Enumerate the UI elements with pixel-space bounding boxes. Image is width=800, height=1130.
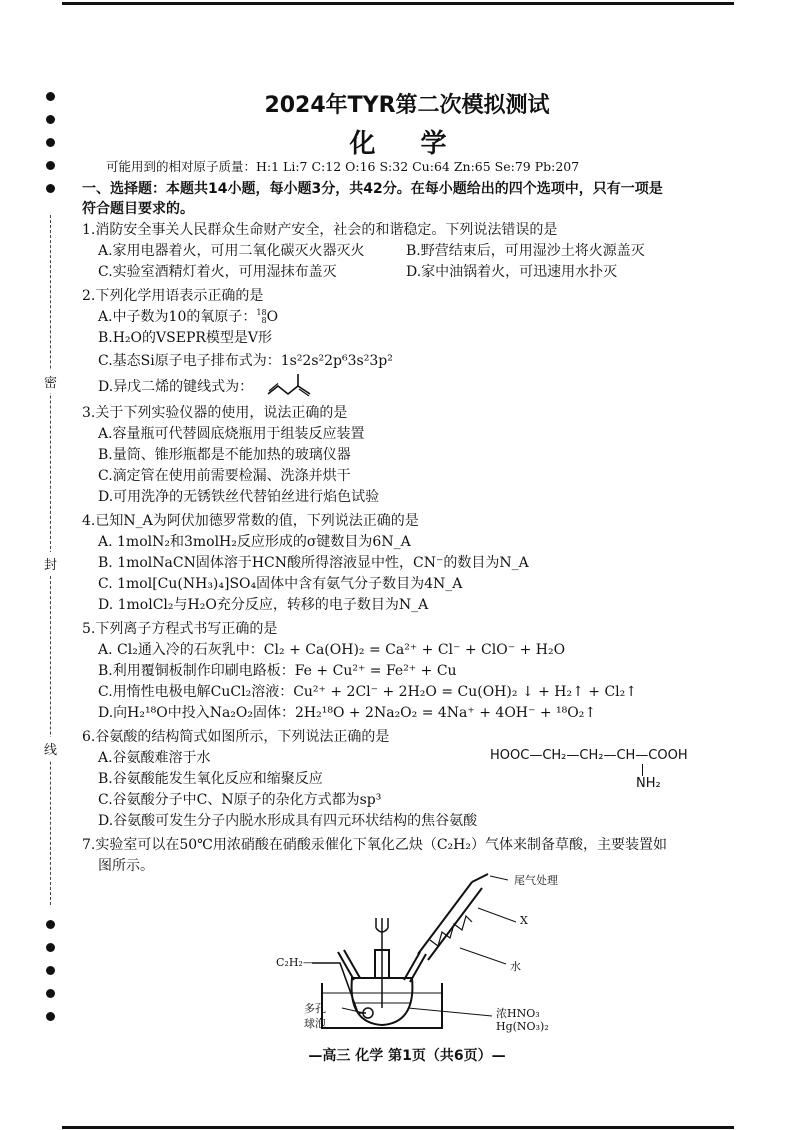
structure-main-chain: HOOC—CH₂—CH₂—CH—COOH [490,748,688,763]
q5-option-a: A. Cl₂通入冷的石灰乳中：Cl₂ + Ca(OH)₂ = Ca²⁺ + Cl⁻ + ClO⁻ + H₂O [98,642,566,658]
label-acid-2: Hg(NO₃)₂ [496,1020,549,1033]
q4-option-c: C. 1mol[Cu(NH₃)₄]SO₄固体中含有氨气分子数目为4N_A [98,576,463,592]
q1-option-b: B.野营结束后，可用湿沙土将火源盖灭 [406,243,645,259]
q2-option-c: C.基态Si原子电子排布式为：1s²2s²2p⁶3s²3p² [98,353,393,369]
q6-option-a: A.谷氨酸难溶于水 [98,750,211,766]
q5-option-d: D.向H₂¹⁸O中投入Na₂O₂固体：2H₂¹⁸O + 2Na₂O₂ = 4Na⁺ + 4OH⁻ + ¹⁸O₂↑ [98,705,597,721]
structure-bond [642,764,643,776]
isoprene-skeletal-formula [266,372,318,398]
bottom-rule [62,1126,734,1129]
exam-title: 2024年TYR第二次模拟测试 [264,93,550,118]
glutamic-acid-structure [490,748,688,791]
margin-feng: 封 [44,552,57,575]
section-instructions-2: 符合题目要求的。 [82,201,194,217]
q3-option-d: D.可用洗净的无锈铁丝代替铂丝进行焰色试验 [98,489,380,505]
label-x: X [520,914,528,927]
q4-option-d: D. 1molCl₂与H₂O充分反应，转移的电子数目为N_A [98,597,429,613]
q1-option-c: C.实验室酒精灯着火，可用湿抹布盖灭 [98,264,337,280]
margin-mi: 密 [44,370,57,393]
q6-stem: 6.谷氨酸的结构简式如图所示，下列说法正确的是 [82,729,390,745]
q3-option-c: C.滴定管在使用前需要检漏、洗涤并烘干 [98,468,351,484]
apparatus-diagram [276,868,582,1042]
q2-stem: 2.下列化学用语表示正确的是 [82,288,264,304]
q4-option-a: A. 1molN₂和3molH₂反应形成的σ键数目为6N_A [98,534,411,550]
q4-option-b: B. 1molNaCN固体溶于HCN酸所得溶液显中性，CN⁻的数目为N_A [98,555,529,571]
q6-option-d: D.谷氨酸可发生分子内脱水形成具有四元环状结构的焦谷氨酸 [98,813,478,829]
q2-option-a: A.中子数为10的氧原子：18 8O [98,308,279,325]
top-rule [62,2,734,5]
q1-stem: 1.消防安全事关人民群众生命财产安全，社会的和谐稳定。下列说法错误的是 [82,222,558,238]
binding-holes-bottom [46,920,56,1035]
page-footer: —高三 化学 第1页（共6页）— [308,1048,506,1064]
q3-option-a: A.容量瓶可代替圆底烧瓶用于组装反应装置 [98,426,365,442]
label-water: 水 [510,960,521,973]
atomic-masses: 可能用到的相对原子质量：H:1 Li:7 C:12 O:16 S:32 Cu:64 Zn:65 Se:79 Pb:207 [106,159,580,174]
exam-subject: 化 学 [349,129,465,159]
label-tail-gas: 尾气处理 [514,874,558,887]
q7-stem: 7.实验室可以在50℃用浓硝酸在硝酸汞催化下氧化乙炔（C₂H₂）气体来制备草酸，主要装置如 [82,837,667,853]
q2-option-d: D.异戊二烯的键线式为： [98,379,254,395]
q6-option-c: C.谷氨酸分子中C、N原子的杂化方式都为sp³ [98,792,382,808]
q7-stem-2: 图所示。 [98,858,154,874]
margin-xian: 线 [44,737,57,760]
section-instructions-1: 一、选择题：本题共14小题，每小题3分，共42分。在每小题给出的四个选项中，只有一项是 [82,181,663,197]
q5-option-b: B.利用覆铜板制作印刷电路板：Fe + Cu²⁺ = Fe²⁺ + Cu [98,663,457,679]
q1-option-a: A.家用电器着火，可用二氧化碳灭火器灭火 [98,243,365,259]
binding-holes-top [46,92,56,207]
q6-option-b: B.谷氨酸能发生氧化反应和缩聚反应 [98,771,323,787]
label-bubble-1: 多孔 [304,1002,326,1015]
label-bubble-2: 球泡 [304,1017,326,1030]
q3-stem: 3.关于下列实验仪器的使用，说法正确的是 [82,405,348,421]
q2-option-b: B.H₂O的VSEPR模型是V形 [98,330,273,346]
label-acetylene: C₂H₂— [276,956,314,969]
q5-stem: 5.下列离子方程式书写正确的是 [82,621,278,637]
q1-option-d: D.家中油锅着火，可迅速用水扑灭 [406,264,618,280]
structure-amino: NH₂ [636,776,661,791]
q5-option-c: C.用惰性电极电解CuCl₂溶液：Cu²⁺ + 2Cl⁻ + 2H₂O = Cu(OH)₂ ↓ + H₂↑ + Cl₂↑ [98,684,637,700]
q3-option-b: B.量筒、锥形瓶都是不能加热的玻璃仪器 [98,447,351,463]
q4-stem: 4.已知N_A为阿伏加德罗常数的值，下列说法正确的是 [82,513,419,529]
label-acid-1: 浓HNO₃ [496,1007,540,1020]
